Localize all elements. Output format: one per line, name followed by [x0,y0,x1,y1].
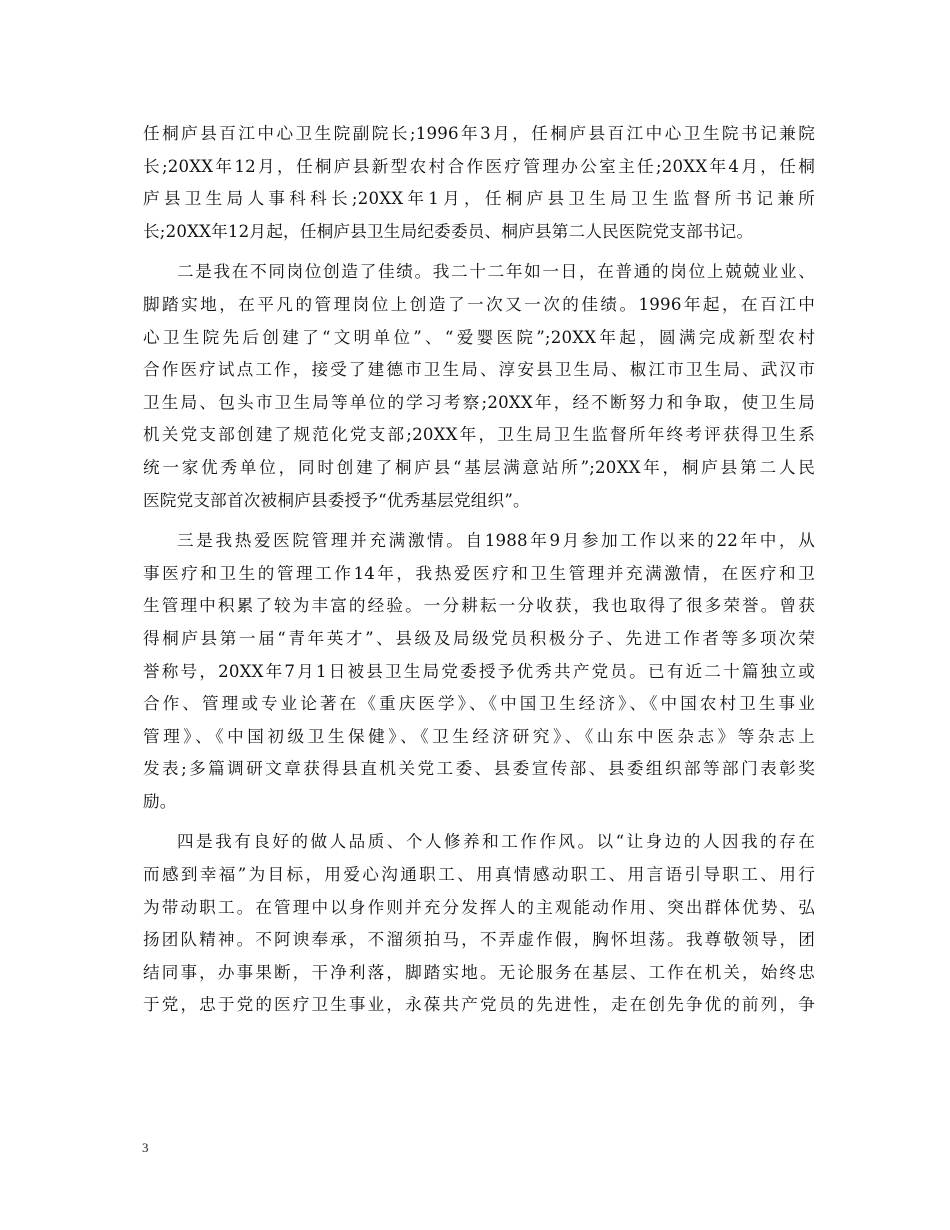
text-line: 管理》、《中国初级卫生保健》、《卫生经济研究》、《山东中医杂志》等杂志上 [143,726,815,746]
text-line: 合作医疗试点工作，接受了建德市卫生局、淳安县卫生局、椒江市卫生局、武汉市 [143,360,815,380]
text-line: 庐县卫生局人事科科长;20XX年1月，任桐庐县卫生局卫生监督所书记兼所 [143,189,815,209]
text-line: 三是我热爱医院管理并充满激情。自1988年9月参加工作以来的22年中，从 [177,531,815,551]
paragraph-character [143,826,815,1022]
text-line: 为带动职工。在管理中以身作则并充分发挥人的主观能动作用、突出群体优势、弘 [143,897,815,917]
text-line: 四是我有良好的做人品质、个人修养和工作作风。以“让身边的人因我的存在 [177,832,815,852]
text-line: 生管理中积累了较为丰富的经验。一分耕耘一分收获，我也取得了很多荣誉。曾获 [143,596,815,616]
text-line: 医院党支部首次被桐庐县委授予“优秀基层党组织”。 [143,490,530,510]
text-line: 而感到幸福”为目标，用爱心沟通职工、用真情感动职工、用言语引导职工、用行 [143,865,815,885]
text-line: 发表;多篇调研文章获得县直机关党工委、县委宣传部、县委组织部等部门表彰奖 [143,759,815,779]
page-number: 3 [142,1140,149,1155]
text-line: 得桐庐县第一届“青年英才”、县级及局级党员积极分子、先进工作者等多项次荣 [143,628,815,648]
text-line: 脚踏实地，在平凡的管理岗位上创造了一次又一次的佳绩。1996年起，在百江中 [143,294,815,314]
document-body [143,118,815,1022]
text-line: 誉称号，20XX年7月1日被县卫生局党委授予优秀共产党员。已有近二十篇独立或 [143,661,815,681]
text-line: 于党，忠于党的医疗卫生事业，永葆共产党员的先进性，走在创先争优的前列，争 [143,995,815,1015]
text-line: 任桐庐县百江中心卫生院副院长;1996年3月，任桐庐县百江中心卫生院书记兼院 [143,124,815,143]
text-line: 机关党支部创建了规范化党支部;20XX年，卫生局卫生监督所年终考评获得卫生系 [143,425,815,445]
paragraph-career-history [143,118,815,248]
text-line: 励。 [143,791,177,811]
text-line: 统一家优秀单位，同时创建了桐庐县“基层满意站所”;20XX年，桐庐县第二人民 [143,457,815,477]
text-line: 二是我在不同岗位创造了佳绩。我二十二年如一日，在普通的岗位上兢兢业业、 [177,262,815,282]
text-line: 心卫生院先后创建了“文明单位”、“爱婴医院”;20XX年起，圆满完成新型农村 [143,327,815,347]
text-line: 卫生局、包头市卫生局等单位的学习考察;20XX年，经不断努力和争取，使卫生局 [143,392,815,412]
text-line: 长;20XX年12月起，任桐庐县卫生局纪委委员、桐庐县第二人民医院党支部书记。 [143,221,754,241]
text-line: 结同事，办事果断，干净利落，脚踏实地。无论服务在基层、工作在机关，始终忠 [143,962,815,982]
text-line: 扬团队精神。不阿谀奉承，不溜须拍马，不弄虚作假，胸怀坦荡。我尊敬领导，团 [143,930,815,950]
paragraph-passion-management [143,525,815,818]
text-line: 合作、管理或专业论著在《重庆医学》、《中国卫生经济》、《中国农村卫生事业 [143,694,815,714]
paragraph-achievements [143,256,815,517]
text-line: 事医疗和卫生的管理工作14年，我热爱医疗和卫生管理并充满激情，在医疗和卫 [143,563,815,583]
text-line: 长;20XX年12月，任桐庐县新型农村合作医疗管理办公室主任;20XX年4月，任桐 [143,156,815,176]
